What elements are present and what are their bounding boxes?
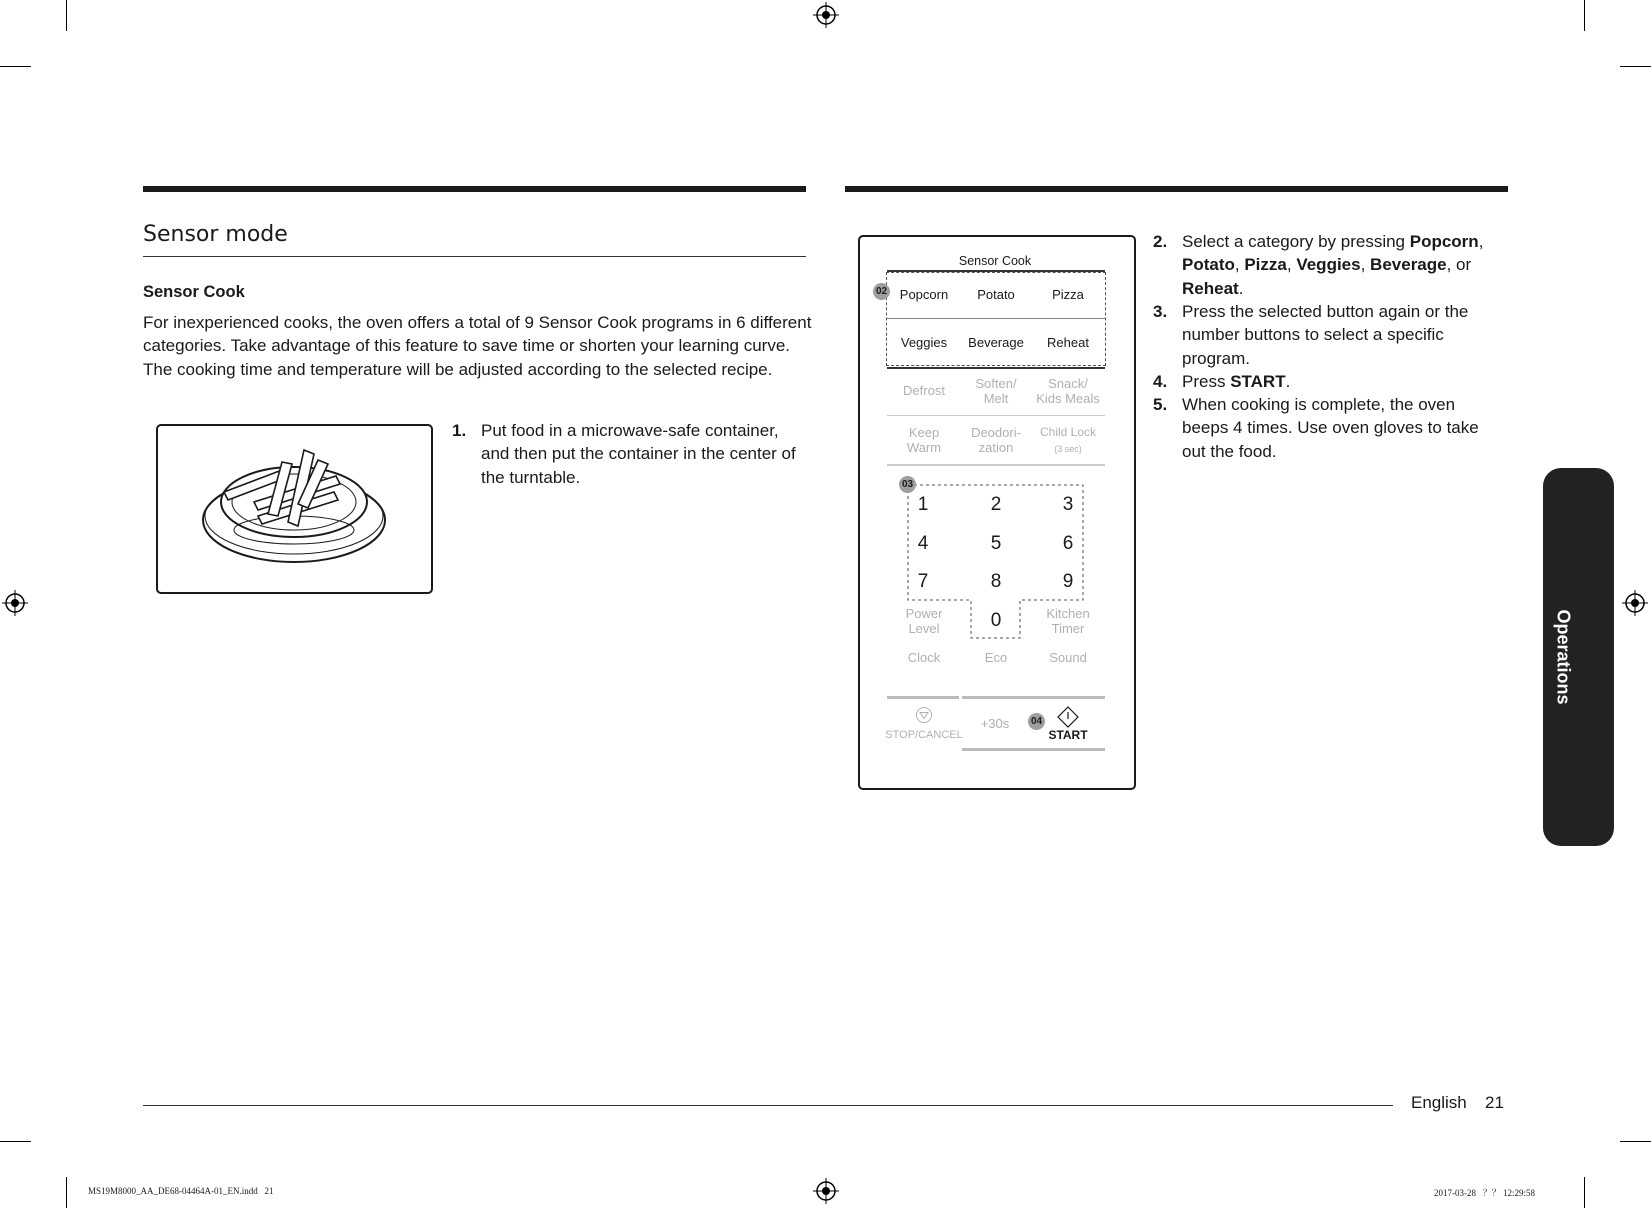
- popcorn-label: Popcorn: [1409, 232, 1479, 251]
- stop-cancel-button: STOP/CANCEL: [885, 729, 963, 741]
- step-text: When cooking is complete, the oven beeps 4 times. Use oven gloves to take out the food.: [1182, 395, 1479, 461]
- veggies-button: Veggies: [900, 335, 948, 350]
- callout-badge-03: 03: [899, 476, 916, 493]
- plus-30s-button: +30s: [980, 716, 1010, 731]
- crop-mark: [1620, 1141, 1651, 1142]
- start-label: START: [1230, 372, 1286, 391]
- digit-4-button: 4: [917, 533, 929, 554]
- step-text-part: Select a category by pressing: [1182, 232, 1410, 251]
- step-text-part: .: [1285, 372, 1291, 391]
- food-plate-illustration: [156, 424, 433, 594]
- step-text: [1182, 370, 1502, 393]
- reheat-label: Reheat: [1182, 278, 1239, 298]
- popcorn-button: Popcorn: [899, 287, 949, 302]
- registration-mark-icon: [1622, 590, 1648, 616]
- deodorization-button: Deodori- zation: [971, 425, 1021, 455]
- step-text-part: , or: [1446, 255, 1472, 275]
- step-text-part: ,: [1286, 255, 1297, 275]
- footer-language: English: [1411, 1093, 1467, 1112]
- section-rule-left: [143, 186, 806, 192]
- digit-0-button: 0: [990, 610, 1002, 631]
- step-number: 4.: [1153, 372, 1168, 391]
- step-4: [1153, 370, 1513, 394]
- kitchen-timer-button: Kitchen Timer: [1046, 606, 1090, 636]
- stop-icon: [915, 706, 933, 724]
- step-text: [1182, 230, 1502, 300]
- step-number: 1.: [452, 421, 467, 440]
- digit-8-button: 8: [990, 571, 1002, 592]
- divider: [887, 318, 1105, 319]
- divider: [887, 415, 1105, 416]
- page-number: 21: [1485, 1093, 1504, 1112]
- soften-melt-button: Soften/ Melt: [975, 376, 1017, 406]
- crop-mark: [66, 0, 67, 31]
- section-subtitle: Sensor Cook: [143, 283, 245, 301]
- snack-kids-meals-button: Snack/ Kids Meals: [1036, 376, 1100, 406]
- callout-badge-02: 02: [873, 283, 890, 300]
- digit-3-button: 3: [1062, 494, 1074, 515]
- start-icon: [1057, 706, 1079, 728]
- intro-paragraph: For inexperienced cooks, the oven offers a total of 9 Sensor Cook programs in 6 different categories. Take advantage of this feature to save time or shorten your learning curve. The cooking time and temperature will be adjusted according to the selected recipe.: [143, 313, 812, 379]
- section-rule-right: [845, 186, 1508, 192]
- beverage-label: Beverage: [1370, 255, 1447, 275]
- digit-9-button: 9: [1062, 571, 1074, 592]
- digit-1-button: 1: [917, 494, 929, 515]
- potato-label: Potato: [1182, 255, 1235, 275]
- pizza-label: Pizza: [1244, 255, 1287, 275]
- registration-mark-icon: [813, 1178, 839, 1204]
- step-text-part: ,: [1478, 232, 1484, 251]
- panel-header: Sensor Cook: [958, 254, 1032, 268]
- crop-mark: [66, 1177, 67, 1208]
- digit-6-button: 6: [1062, 533, 1074, 554]
- divider: [962, 748, 1105, 751]
- start-button: START: [1048, 728, 1088, 742]
- defrost-button: Defrost: [903, 383, 945, 398]
- eco-button: Eco: [984, 650, 1008, 665]
- step-number: 5.: [1153, 395, 1168, 414]
- step-number: 2.: [1153, 232, 1168, 251]
- keep-warm-button: Keep Warm: [906, 425, 942, 455]
- step-text-part: Press: [1182, 372, 1231, 391]
- crop-mark: [1584, 0, 1585, 31]
- digit-7-button: 7: [917, 571, 929, 592]
- reheat-button: Reheat: [1047, 335, 1089, 350]
- step-text-part: ,: [1360, 255, 1371, 275]
- digit-5-button: 5: [990, 533, 1002, 554]
- step-text-part: ,: [1234, 255, 1245, 275]
- power-level-button: Power Level: [905, 606, 943, 636]
- step-text: Put food in a microwave-safe container, and then put the container in the center of the turntable.: [481, 421, 796, 487]
- clock-button: Clock: [907, 650, 941, 665]
- footer-rule: [143, 1105, 1393, 1106]
- beverage-button: Beverage: [968, 335, 1024, 350]
- crop-mark: [1620, 66, 1651, 67]
- sound-button: Sound: [1049, 650, 1087, 665]
- title-divider: [143, 256, 806, 257]
- section-title: Sensor mode: [143, 222, 288, 247]
- callout-badge-04: 04: [1028, 713, 1045, 730]
- divider: [887, 464, 1105, 466]
- step-3: [1153, 300, 1513, 372]
- step-text-part: .: [1238, 278, 1244, 298]
- step-5: [1153, 393, 1513, 465]
- print-slug-file: MS19M8000_AA_DE68-04464A-01_EN.indd 21: [88, 1186, 274, 1196]
- digit-2-button: 2: [990, 494, 1002, 515]
- potato-button: Potato: [977, 287, 1015, 302]
- child-lock-button: Child Lock: [1039, 425, 1097, 439]
- veggies-label: Veggies: [1296, 255, 1361, 275]
- divider: [887, 696, 959, 699]
- crop-mark: [0, 1141, 31, 1142]
- crop-mark: [0, 66, 31, 67]
- pizza-button: Pizza: [1052, 287, 1084, 302]
- step-text: Press the selected button again or the number buttons to select a specific program.: [1182, 302, 1469, 368]
- step-2: [1153, 230, 1513, 302]
- step-number: 3.: [1153, 302, 1168, 321]
- turntable-plate-icon: [158, 426, 431, 592]
- registration-mark-icon: [2, 590, 28, 616]
- print-slug-timestamp: 2017-03-28 ？？ 12:29:58: [1434, 1188, 1535, 1198]
- chapter-tab-label: Operations: [1553, 609, 1574, 705]
- divider: [962, 696, 1105, 699]
- divider: [887, 367, 1105, 369]
- crop-mark: [1584, 1177, 1585, 1208]
- registration-mark-icon: [813, 2, 839, 28]
- child-lock-note: (3 sec): [1054, 444, 1082, 454]
